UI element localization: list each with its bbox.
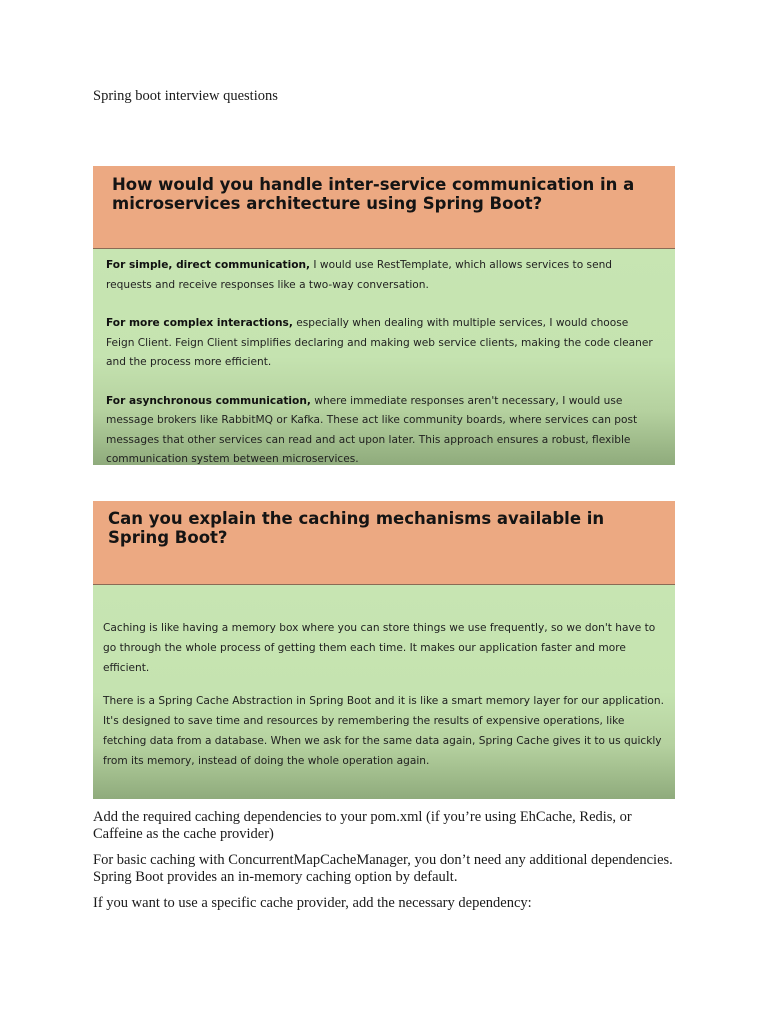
body-paragraph: For basic caching with ConcurrentMapCacheManager, you don’t need any additional dependencies. Spring Boot provides an in-memory caching option by default. [93,852,673,885]
question-heading: Can you explain the caching mechanisms available in Spring Boot? [93,501,675,585]
answer-lead: For simple, direct communication, [106,259,311,271]
answer-paragraph: Caching is like having a memory box where you can store things we use frequently, so we don't have to go through the whole process of getting them each time. It makes our application faster and more efficient. [103,622,656,674]
document-title: Spring boot interview questions [93,88,278,104]
answer-paragraph: There is a Spring Cache Abstraction in Spring Boot and it is like a smart memory layer for our application. It's designed to save time and resources by remembering the results of expensive operations, like fetching data from a database. When we ask for the same data again, Spring Cache gives it to us quickly from its memory, instead of doing the whole operation again. [103,695,664,767]
answer-text: especially when dealing with multiple services, I would choose Feign Client. Feign Client simplifies declaring and making web service clients, making the code cleaner and the process more efficient. [106,317,653,368]
answer-text: I would use RestTemplate, which allows services to send requests and receive responses like a two-way conversation. [106,259,613,291]
answer-body [93,249,675,465]
answer-body [93,585,675,799]
question-heading: How would you handle inter-service communication in a microservices architecture using Spring Boot? [93,166,675,249]
body-paragraph: If you want to use a specific cache provider, add the necessary dependency: [93,895,532,911]
answer-lead: For asynchronous communication, [106,394,311,407]
answer-paragraph [106,256,659,295]
answer-text: where immediate responses aren't necessary, I would use message brokers like RabbitMQ or Kafka. These act like community boards, where services can post messages that other services can read and act upon later. This approach ensures a robust, flexible communication system between microservices. [106,394,638,465]
question-card-caching [93,501,675,799]
answer-lead: For more complex interactions, [106,317,293,329]
answer-paragraph [106,392,659,466]
answer-paragraph [106,314,659,373]
body-paragraph: Add the required caching dependencies to your pom.xml (if you’re using EhCache, Redis, or Caffeine as the cache provider) [93,809,632,842]
question-card-inter-service [93,166,675,465]
